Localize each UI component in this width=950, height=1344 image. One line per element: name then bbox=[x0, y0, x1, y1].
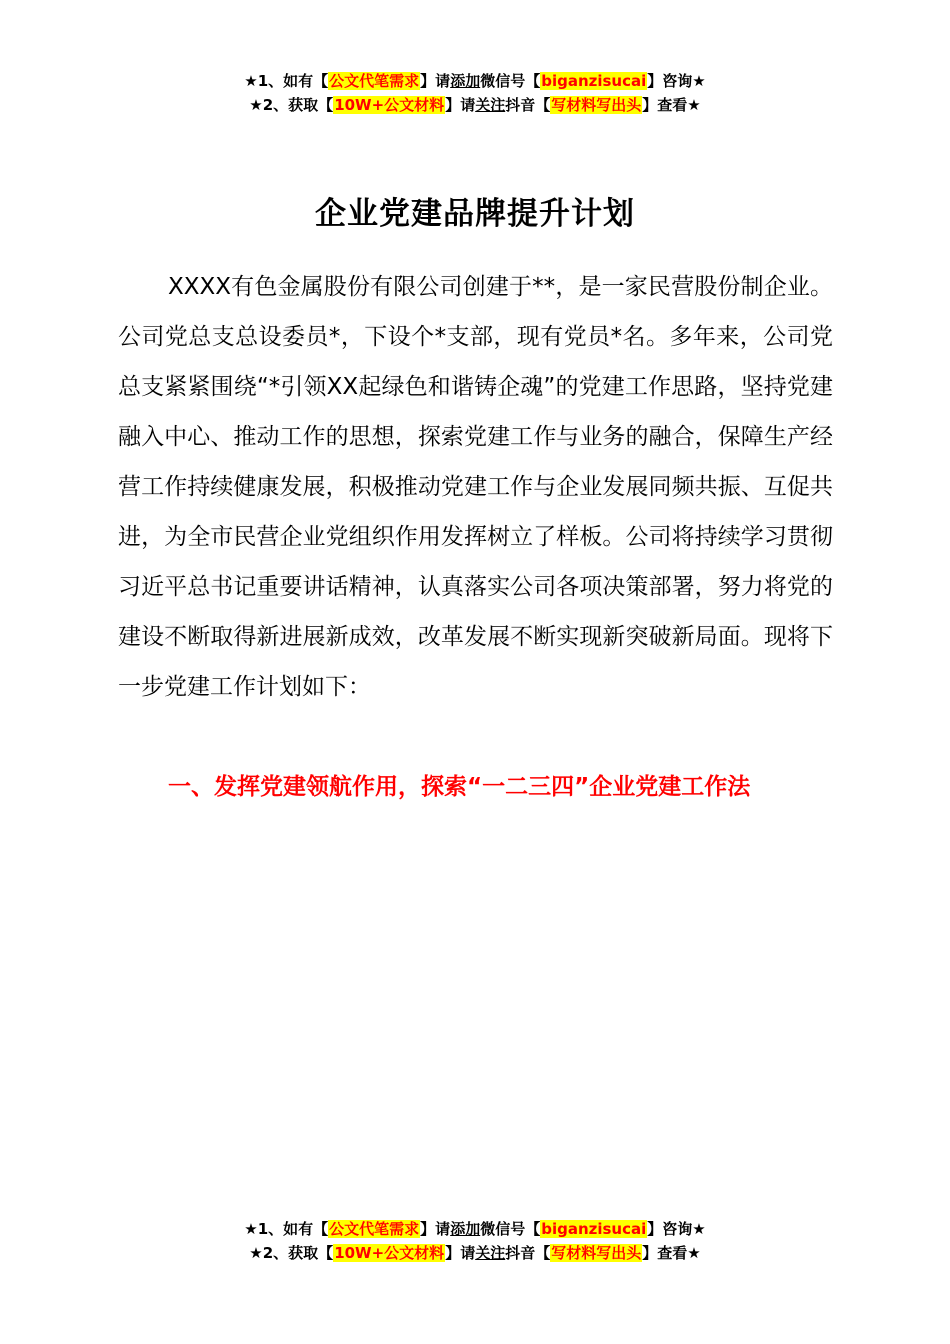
promo-text: 】请 bbox=[445, 1244, 476, 1262]
document-title: 企业党建品牌提升计划 bbox=[315, 196, 635, 232]
promo-douyin-id: 写材料写出头 bbox=[551, 1244, 642, 1262]
promo-text: ★1、如有【 bbox=[244, 1220, 329, 1238]
promo-wechat-id: biganzisucai bbox=[541, 72, 647, 90]
promo-text: 】查看★ bbox=[642, 96, 701, 114]
promo-text: ★1、如有【 bbox=[244, 72, 329, 90]
body-paragraph: XXXX有色金属股份有限公司创建于**，是一家民营股份制企业。公司党总支总设委员*，下设个*支部，现有党员*名。多年来，公司党总支紧紧围绕“*引领XX起绿色和谐铸企魂”的党建工作思路，坚持党建融入中心、推动工作的思想，探索党建工作与业务的融合，保障生产经营工作持续健康发展，积极推动党建工作与企业发展同频共振、互促共进，为全市民营企业党组织作用发挥树立了样板。公司将持续学习贯彻习近平总书记重要讲话精神，认真落实公司各项决策部署，努力将党的建设不断取得新进展新成效，改革发展不断实现新突破新局面。现将下一步党建工作计划如下： bbox=[118, 274, 833, 700]
promo-text: ★2、获取【 bbox=[249, 1244, 334, 1262]
promo-line-1 bbox=[0, 1217, 950, 1241]
promo-text: 微信号【 bbox=[480, 72, 541, 90]
promo-text: ★2、获取【 bbox=[249, 96, 334, 114]
footer-promo-banner bbox=[0, 1217, 950, 1265]
promo-highlight: 10W+公文材料 bbox=[334, 96, 445, 114]
promo-underlined-text: 关注 bbox=[475, 96, 506, 114]
promo-line-2 bbox=[0, 93, 950, 117]
promo-text: 抖音【 bbox=[505, 1244, 551, 1262]
promo-line-2 bbox=[0, 1241, 950, 1265]
promo-text: 】咨询★ bbox=[647, 72, 706, 90]
promo-underlined-text: 添加 bbox=[450, 1220, 481, 1238]
promo-underlined-text: 添加 bbox=[450, 72, 481, 90]
promo-text: 】请 bbox=[420, 72, 451, 90]
promo-line-1 bbox=[0, 69, 950, 93]
promo-highlight: 公文代笔需求 bbox=[329, 72, 420, 90]
promo-highlight: 10W+公文材料 bbox=[334, 1244, 445, 1262]
promo-wechat-id: biganzisucai bbox=[541, 1220, 647, 1238]
header-promo-banner bbox=[0, 69, 950, 117]
promo-text: 抖音【 bbox=[505, 96, 551, 114]
promo-text: 微信号【 bbox=[480, 1220, 541, 1238]
promo-text: 】咨询★ bbox=[647, 1220, 706, 1238]
promo-highlight: 公文代笔需求 bbox=[329, 1220, 420, 1238]
promo-douyin-id: 写材料写出头 bbox=[551, 96, 642, 114]
promo-underlined-text: 关注 bbox=[475, 1244, 506, 1262]
promo-text: 】请 bbox=[420, 1220, 451, 1238]
promo-text: 】查看★ bbox=[642, 1244, 701, 1262]
promo-text: 】请 bbox=[445, 96, 476, 114]
section-heading: 一、发挥党建领航作用，探索“一二三四”企业党建工作法 bbox=[168, 774, 751, 800]
